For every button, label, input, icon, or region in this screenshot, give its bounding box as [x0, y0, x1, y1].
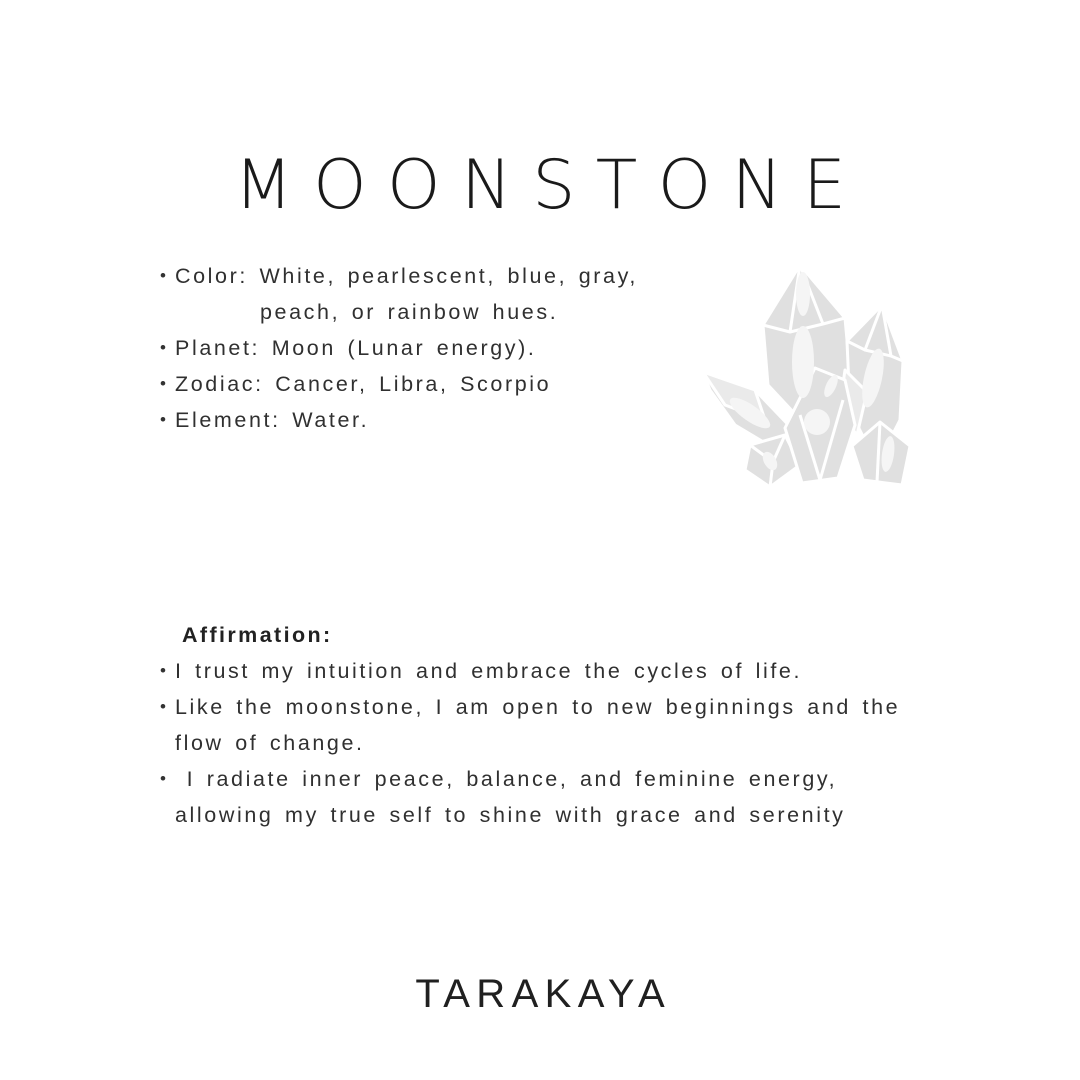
property-color-line2: peach, or rainbow hues.: [260, 300, 559, 324]
bullet-icon: •: [160, 697, 166, 716]
brand-footer: [0, 972, 1080, 1017]
list-item: [160, 761, 1020, 797]
list-item: [160, 797, 1020, 833]
list-item: [160, 653, 1020, 689]
affirmation-heading: Affirmation:: [182, 623, 333, 647]
property-color-line1: Color: White, pearlescent, blue, gray,: [175, 264, 638, 288]
property-zodiac: Zodiac: Cancer, Libra, Scorpio: [175, 372, 552, 396]
affirmation-1: I trust my intuition and embrace the cycles of life.: [175, 659, 803, 683]
bullet-icon: •: [160, 661, 166, 680]
page-title: [0, 146, 1080, 225]
bullet-icon: •: [160, 266, 166, 285]
page-title-text: MOONSTONE: [234, 146, 867, 225]
affirmation-3-line2: allowing my true self to shine with grace and serenity: [175, 803, 846, 827]
list-item: [160, 689, 1020, 725]
affirmation-section: [160, 617, 1020, 833]
affirmation-3-line1: I radiate inner peace, balance, and feminine energy,: [175, 767, 838, 791]
bullet-icon: •: [160, 769, 166, 788]
bullet-icon: •: [160, 338, 166, 357]
affirmation-2-line1: Like the moonstone, I am open to new beginnings and the: [175, 695, 901, 719]
property-planet: Planet: Moon (Lunar energy).: [175, 336, 537, 360]
crystal-illustration: [695, 250, 945, 490]
property-element: Element: Water.: [175, 408, 370, 432]
affirmation-2-line2: flow of change.: [175, 731, 365, 755]
brand-name: TARAKAYA: [415, 972, 672, 1016]
bullet-icon: •: [160, 410, 166, 429]
bullet-icon: •: [160, 374, 166, 393]
crystal-cluster-icon: [695, 250, 945, 490]
list-item: [160, 725, 1020, 761]
